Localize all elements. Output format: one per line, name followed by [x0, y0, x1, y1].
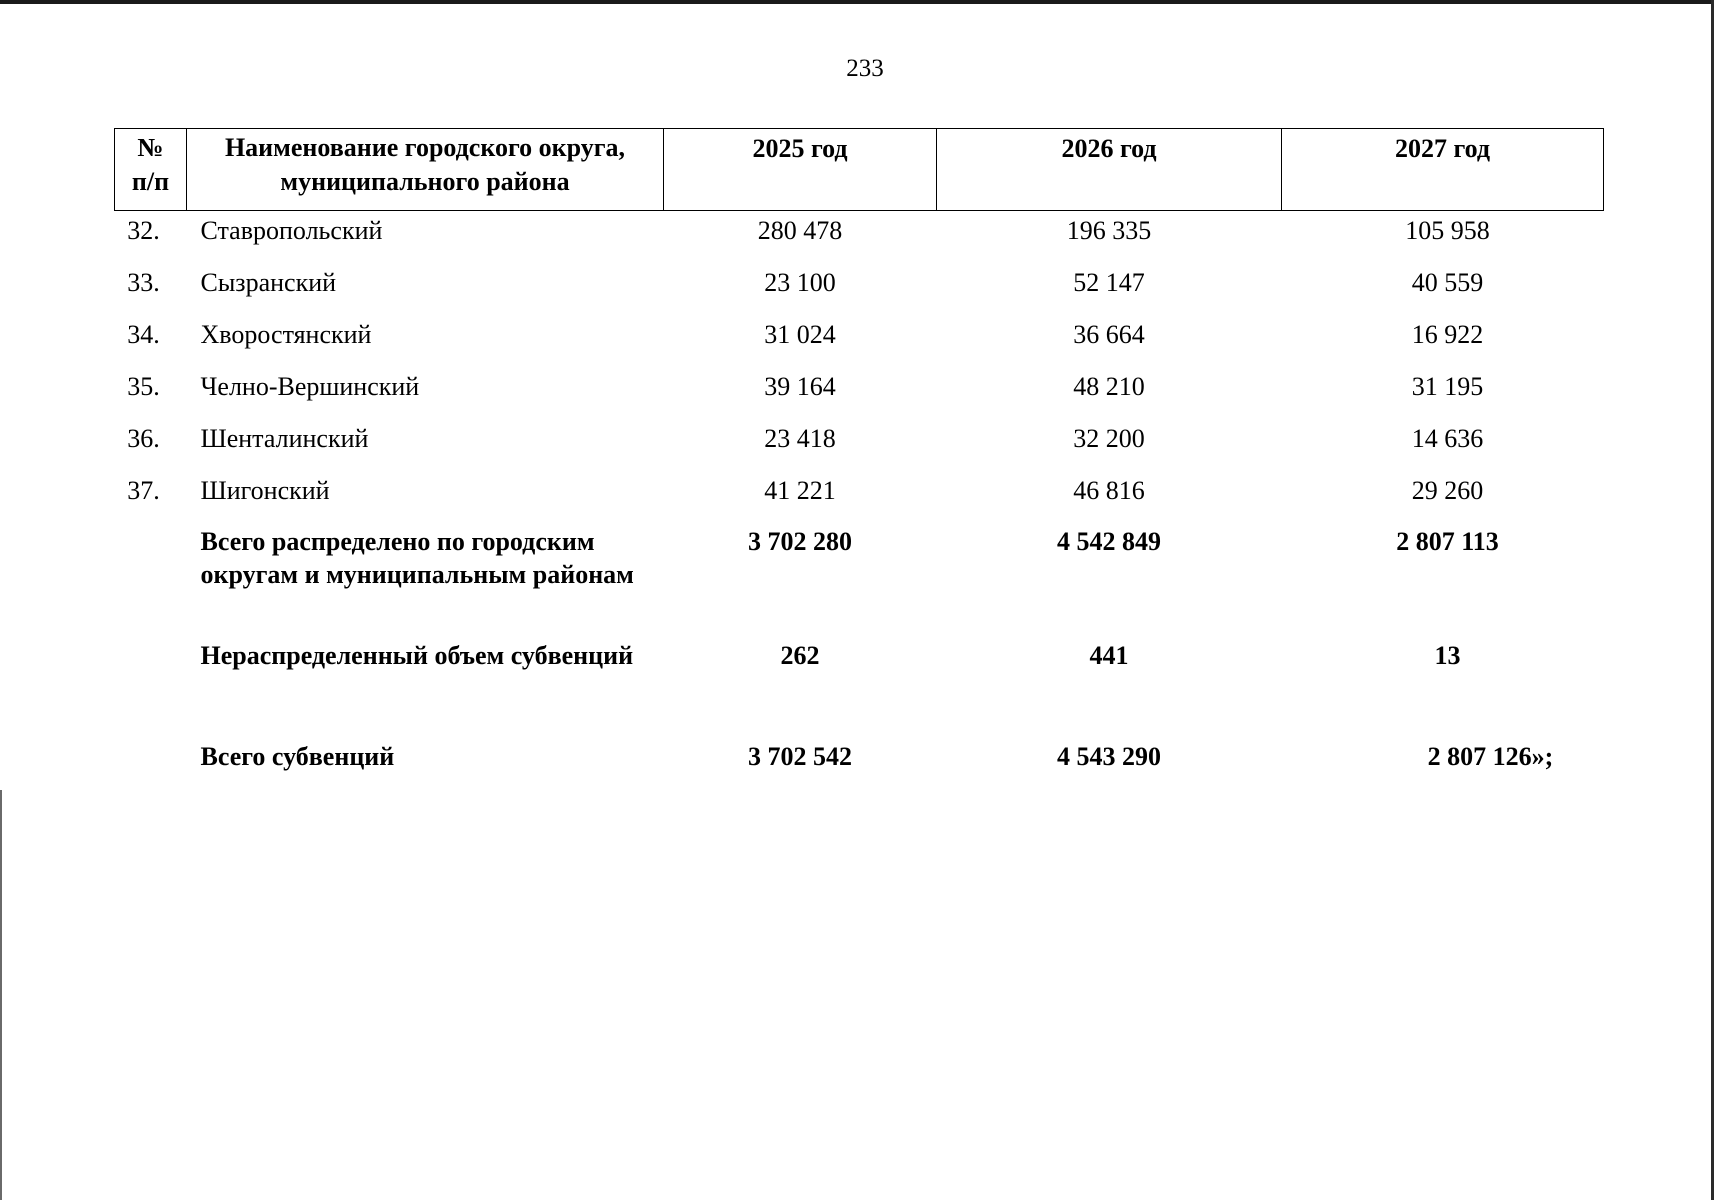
row-name: Челно-Вершинский: [200, 372, 420, 401]
table-row: [115, 367, 1604, 419]
row-name: Шигонский: [200, 476, 330, 505]
row-2026: 196 335: [1066, 216, 1152, 245]
row-2027: 40 559: [1411, 268, 1484, 297]
top-edge-line: [0, 0, 1714, 4]
header-2027: 2027 год: [1282, 129, 1604, 211]
row-name: Нераспределенный объем субвенций: [200, 641, 634, 670]
row-2025: 39 164: [764, 372, 836, 401]
row-2025: 3 702 542: [748, 742, 852, 771]
row-2026: 36 664: [1073, 320, 1145, 349]
row-2027-value: 2 807 126»;: [1427, 742, 1554, 771]
row-2025: 23 100: [764, 268, 836, 297]
row-num: 32.: [127, 216, 160, 245]
row-num: 33.: [127, 268, 160, 297]
header-name: Наименование городского округа, муниципального района: [187, 129, 664, 211]
table-header-row: [115, 129, 1604, 211]
row-2027: 31 195: [1411, 372, 1484, 401]
row-2026: 4 542 849: [1057, 527, 1161, 556]
total-distributed-row: [115, 523, 1604, 637]
header-num: № п/п: [115, 129, 187, 211]
row-name: Сызранский: [200, 268, 337, 297]
row-2025: 3 702 280: [748, 527, 852, 556]
row-2025: 31 024: [764, 320, 836, 349]
row-num-empty: [115, 523, 187, 637]
row-2026: 46 816: [1073, 476, 1145, 505]
table-row: [115, 263, 1604, 315]
row-name: Шенталинский: [200, 424, 369, 453]
row-2027: 105 958: [1405, 216, 1490, 245]
row-2026: 441: [1089, 641, 1129, 670]
header-2026: 2026 год: [937, 129, 1282, 211]
undistributed-row: [115, 637, 1604, 737]
row-num: 34.: [127, 320, 160, 349]
row-2026: 32 200: [1073, 424, 1145, 453]
row-2025: 262: [780, 641, 820, 670]
row-2027: 13: [1434, 641, 1461, 670]
row-2025: 41 221: [764, 476, 836, 505]
table-row: [115, 315, 1604, 367]
row-2025: 23 418: [764, 424, 836, 453]
row-name: Хворостянский: [200, 320, 372, 349]
table-row: [115, 211, 1604, 264]
row-2027: 16 922: [1411, 320, 1484, 349]
subvention-table: [114, 128, 1604, 790]
row-2027: 29 260: [1411, 476, 1484, 505]
row-2027: 2 807 113: [1396, 527, 1499, 556]
grand-total-row: [115, 737, 1604, 790]
row-2026: 48 210: [1073, 372, 1145, 401]
row-name: Ставропольский: [200, 216, 383, 245]
page-number: 233: [846, 55, 884, 82]
header-2025: 2025 год: [664, 129, 937, 211]
row-num: 35.: [127, 372, 160, 401]
row-num: 37.: [127, 476, 160, 505]
row-num: 36.: [127, 424, 160, 453]
row-2027: 14 636: [1411, 424, 1484, 453]
table-row: [115, 471, 1604, 523]
row-num-empty: [115, 637, 187, 737]
row-name: Всего субвенций: [200, 742, 395, 771]
row-2027: [1282, 737, 1604, 790]
row-name: Всего распределено по городским округам и муниципальным районам: [200, 527, 634, 589]
left-edge-line: [0, 790, 2, 1200]
row-2026: 4 543 290: [1057, 742, 1161, 771]
row-2025: 280 478: [757, 216, 843, 245]
table-row: [115, 419, 1604, 471]
row-2026: 52 147: [1073, 268, 1145, 297]
row-num-empty: [115, 737, 187, 790]
